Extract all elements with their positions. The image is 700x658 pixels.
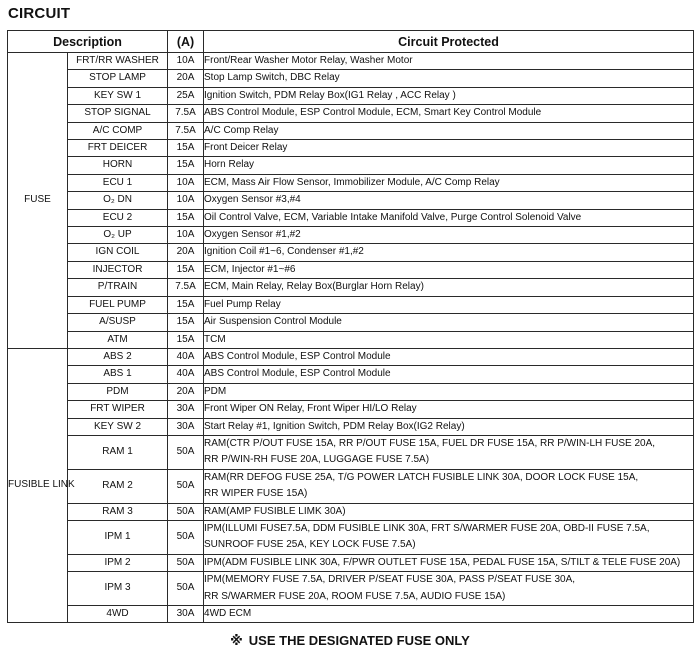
circuit-protected (204, 209, 694, 226)
table-row (8, 227, 694, 244)
fuse-name: KEY SW 1 (68, 87, 168, 104)
group-label: FUSE (8, 53, 68, 349)
fuse-name: A/C COMP (68, 122, 168, 139)
header-description: Description (8, 31, 168, 53)
fuse-amperage: 15A (168, 314, 204, 331)
fuse-amperage: 7.5A (168, 279, 204, 296)
header-circuit: Circuit Protected (204, 31, 694, 53)
table-row (8, 469, 694, 503)
fuse-table (7, 30, 694, 623)
fuse-amperage: 7.5A (168, 122, 204, 139)
table-row (8, 554, 694, 571)
fuse-name: IPM 2 (68, 554, 168, 571)
fuse-amperage: 15A (168, 209, 204, 226)
circuit-protected (204, 87, 694, 104)
fuse-amperage: 30A (168, 418, 204, 435)
circuit-line: Stop Lamp Switch, DBC Relay (204, 72, 340, 84)
table-row (8, 331, 694, 348)
circuit-line: Front Deicer Relay (204, 142, 288, 154)
circuit-protected (204, 606, 694, 623)
fuse-name: 4WD (68, 606, 168, 623)
table-row (8, 348, 694, 365)
fuse-amperage: 15A (168, 261, 204, 278)
circuit-protected (204, 348, 694, 365)
fuse-amperage: 15A (168, 140, 204, 157)
fuse-name: IGN COIL (68, 244, 168, 261)
table-row (8, 572, 694, 606)
circuit-line: Oxygen Sensor #3,#4 (204, 194, 301, 206)
fuse-name: FUEL PUMP (68, 296, 168, 313)
circuit-line: Ignition Coil #1~6, Condenser #1,#2 (204, 246, 364, 258)
circuit-protected (204, 70, 694, 87)
fuse-amperage: 20A (168, 383, 204, 400)
fuse-name: ABS 2 (68, 348, 168, 365)
circuit-line: RAM(CTR P/OUT FUSE 15A, RR P/OUT FUSE 15A, FUEL DR FUSE 15A, RR P/WIN-LH FUSE 20A, (204, 437, 656, 449)
table-header-row (8, 31, 694, 53)
table-row (8, 157, 694, 174)
fuse-name: KEY SW 2 (68, 418, 168, 435)
circuit-line: Horn Relay (204, 159, 255, 171)
fuse-amperage: 50A (168, 520, 204, 554)
circuit-line: ABS Control Module, ESP Control Module (204, 350, 391, 362)
circuit-line: RR WIPER FUSE 15A) (204, 488, 308, 500)
circuit-line: ABS Control Module, ESP Control Module (204, 368, 391, 380)
circuit-protected (204, 418, 694, 435)
circuit-line: A/C Comp Relay (204, 124, 279, 136)
fuse-amperage: 15A (168, 157, 204, 174)
circuit-protected (204, 554, 694, 571)
fuse-amperage: 40A (168, 348, 204, 365)
circuit-line: SUNROOF FUSE 25A, KEY LOCK FUSE 7.5A) (204, 539, 416, 551)
fuse-amperage: 50A (168, 503, 204, 520)
circuit-protected (204, 401, 694, 418)
circuit-line: RAM(AMP FUSIBLE LIMK 30A) (204, 505, 346, 517)
circuit-line: Front Wiper ON Relay, Front Wiper HI/LO Relay (204, 403, 417, 415)
table-row (8, 105, 694, 122)
table-row (8, 140, 694, 157)
circuit-line: ECM, Injector #1~#6 (204, 263, 296, 275)
circuit-line: PDM (204, 385, 227, 397)
circuit-protected (204, 174, 694, 191)
table-row (8, 366, 694, 383)
fuse-name: HORN (68, 157, 168, 174)
circuit-line: RR S/WARMER FUSE 20A, ROOM FUSE 7.5A, AUDIO FUSE 15A) (204, 590, 506, 602)
fuse-amperage: 10A (168, 53, 204, 70)
fuse-name: RAM 1 (68, 435, 168, 469)
fuse-amperage: 20A (168, 244, 204, 261)
circuit-line: RR P/WIN-RH FUSE 20A, LUGGAGE FUSE 7.5A) (204, 454, 430, 466)
footer-text: USE THE DESIGNATED FUSE ONLY (248, 633, 470, 648)
footer-note (0, 633, 700, 649)
table-row (8, 383, 694, 400)
fuse-amperage: 50A (168, 554, 204, 571)
table-row (8, 401, 694, 418)
circuit-protected (204, 53, 694, 70)
circuit-line: IPM(MEMORY FUSE 7.5A, DRIVER P/SEAT FUSE 30A, PASS P/SEAT FUSE 30A, (204, 574, 576, 586)
fuse-amperage: 15A (168, 296, 204, 313)
fuse-name: RAM 2 (68, 469, 168, 503)
table-row (8, 192, 694, 209)
circuit-protected (204, 296, 694, 313)
circuit-protected (204, 192, 694, 209)
circuit-protected (204, 244, 694, 261)
circuit-line: IPM(ADM FUSIBLE LINK 30A, F/PWR OUTLET FUSE 15A, PEDAL FUSE 15A, S/TILT & TELE FUSE 20A) (204, 556, 681, 568)
table-row (8, 174, 694, 191)
fuse-name: INJECTOR (68, 261, 168, 278)
table-body (8, 53, 694, 623)
table-row (8, 122, 694, 139)
header-amps: (A) (168, 31, 204, 53)
circuit-line: Front/Rear Washer Motor Relay, Washer Motor (204, 55, 413, 66)
circuit-protected (204, 503, 694, 520)
circuit-line: 4WD ECM (204, 608, 252, 619)
fuse-name: A/SUSP (68, 314, 168, 331)
fuse-amperage: 40A (168, 366, 204, 383)
circuit-line: Air Suspension Control Module (204, 316, 342, 328)
fuse-amperage: 7.5A (168, 105, 204, 122)
circuit-protected (204, 227, 694, 244)
circuit-line: ECM, Main Relay, Relay Box(Burglar Horn Relay) (204, 281, 424, 293)
table-row (8, 503, 694, 520)
fuse-name: FRT/RR WASHER (68, 53, 168, 70)
table-row (8, 296, 694, 313)
circuit-protected (204, 435, 694, 469)
table-row (8, 418, 694, 435)
fuse-name: O₂ DN (68, 192, 168, 209)
fuse-amperage: 50A (168, 469, 204, 503)
fuse-amperage: 10A (168, 227, 204, 244)
table-row (8, 314, 694, 331)
fuse-amperage: 50A (168, 435, 204, 469)
fuse-amperage: 30A (168, 401, 204, 418)
fuse-name: PDM (68, 383, 168, 400)
circuit-line: Oil Control Valve, ECM, Variable Intake Manifold Valve, Purge Control Solenoid Valve (204, 211, 582, 223)
table-row (8, 261, 694, 278)
fuse-name: ECU 2 (68, 209, 168, 226)
fuse-amperage: 20A (168, 70, 204, 87)
fuse-name: ATM (68, 331, 168, 348)
fuse-name: O₂ UP (68, 227, 168, 244)
circuit-protected (204, 279, 694, 296)
fuse-amperage: 15A (168, 331, 204, 348)
table-row (8, 209, 694, 226)
circuit-protected (204, 331, 694, 348)
circuit-line: Oxygen Sensor #1,#2 (204, 229, 301, 241)
fuse-amperage: 30A (168, 606, 204, 623)
table-row (8, 87, 694, 104)
table-row (8, 606, 694, 623)
circuit-protected (204, 157, 694, 174)
page-title: CIRCUIT (8, 5, 71, 22)
table-row (8, 435, 694, 469)
fuse-name: RAM 3 (68, 503, 168, 520)
circuit-protected (204, 105, 694, 122)
circuit-protected (204, 314, 694, 331)
fuse-amperage: 50A (168, 572, 204, 606)
fuse-name: ABS 1 (68, 366, 168, 383)
circuit-line: RAM(RR DEFOG FUSE 25A, T/G POWER LATCH FUSIBLE LINK 30A, DOOR LOCK FUSE 15A, (204, 471, 639, 483)
table-row (8, 244, 694, 261)
group-label: FUSIBLE LINK (8, 348, 68, 623)
circuit-protected (204, 140, 694, 157)
circuit-protected (204, 122, 694, 139)
circuit-line: ECM, Mass Air Flow Sensor, Immobilizer Module, A/C Comp Relay (204, 176, 500, 188)
circuit-line: ABS Control Module, ESP Control Module, ECM, Smart Key Control Module (204, 107, 542, 119)
table-row (8, 279, 694, 296)
fuse-name: IPM 3 (68, 572, 168, 606)
circuit-protected (204, 572, 694, 606)
fuse-amperage: 25A (168, 87, 204, 104)
circuit-protected (204, 520, 694, 554)
fuse-name: IPM 1 (68, 520, 168, 554)
table-row (8, 70, 694, 87)
table-row (8, 520, 694, 554)
circuit-protected (204, 383, 694, 400)
fuse-name: P/TRAIN (68, 279, 168, 296)
circuit-line: IPM(ILLUMI FUSE7.5A, DDM FUSIBLE LINK 30A, FRT S/WARMER FUSE 20A, OBD-II FUSE 7.5A, (204, 522, 650, 534)
fuse-name: ECU 1 (68, 174, 168, 191)
circuit-line: Start Relay #1, Ignition Switch, PDM Relay Box(IG2 Relay) (204, 420, 465, 432)
circuit-protected (204, 366, 694, 383)
fuse-name: STOP LAMP (68, 70, 168, 87)
circuit-line: Ignition Switch, PDM Relay Box(IG1 Relay , ACC Relay ) (204, 89, 456, 101)
circuit-protected (204, 469, 694, 503)
fuse-name: FRT WIPER (68, 401, 168, 418)
fuse-amperage: 10A (168, 192, 204, 209)
fuse-name: STOP SIGNAL (68, 105, 168, 122)
reference-mark-icon: ※ (230, 633, 243, 648)
circuit-line: TCM (204, 333, 226, 345)
circuit-protected (204, 261, 694, 278)
fuse-name: FRT DEICER (68, 140, 168, 157)
circuit-line: Fuel Pump Relay (204, 298, 281, 310)
fuse-amperage: 10A (168, 174, 204, 191)
table-row (8, 53, 694, 70)
